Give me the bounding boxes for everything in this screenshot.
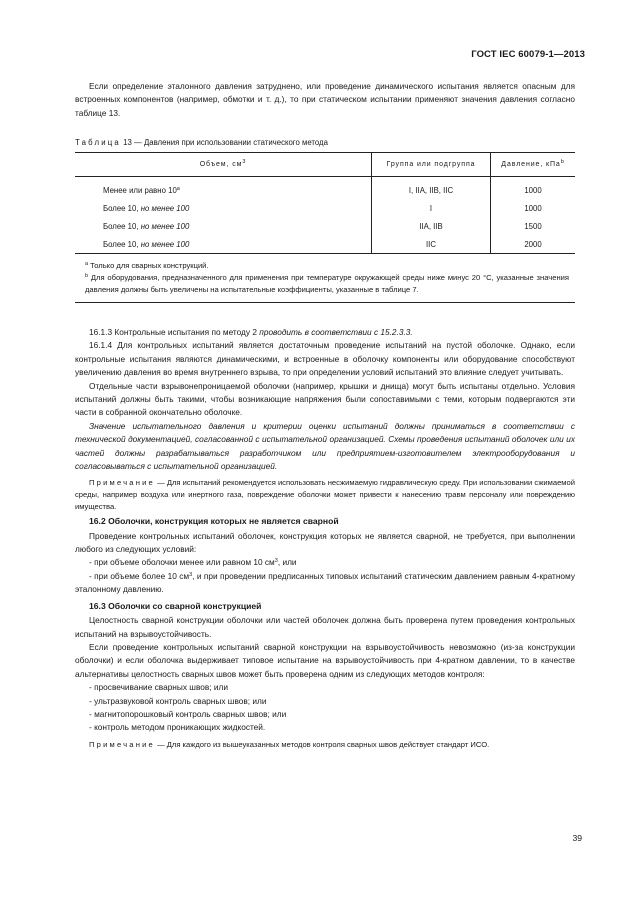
header-pressure: Давление, кПа$^b$ [491,153,576,177]
paragraph-16-3-a: Целостность сварной конструкции оболочки или частей оболочек должна быть проверена путем проведения контрольных испытаний на взрывоустойчивость. [75,615,575,639]
heading-16-3: 16.3 Оболочки со сварной конструкцией [89,600,262,611]
list-item: - ультразвуковой контроль сварных швов; или [89,695,267,706]
note-1: Примечание — Для испытаний рекомендуется использовать несжимаемую гидравлическую среду. При использовании сжимаемой среды, например воздуха или инертного газа, повреждение оболочки может привести к нанесению травм персоналу или повреждению имущества. [75,478,575,511]
table-caption [75,138,328,147]
paragraph-16-2: Проведение контрольных испытаний оболочек, конструкция которых не является сварной, не требуется, при выполнении любого из следующих условий: [75,530,575,555]
footnote-b: $^b$ Для оборудования, предназначенного для применения при температуре окружающей среды ниже минус 20 °С, указанные значения давления должны быть увеличены на испытательные коэффициенты, указанные в таблице 7. [85,273,569,294]
cell-volume: Менее или равно 10$^a$ [103,185,180,195]
note-2: Примечание — Для каждого из вышеуказанных методов контроля сварных швов действует стандарт ИСО. [89,739,490,749]
table-header-row [75,153,575,177]
clause-16-1-4: 16.1.4 Для контрольных испытаний является достаточным проведение испытаний на пустой оболочке. Однако, если контрольные испытания являются динамическими, и встроенные в оболочку компоненты или оборудование способствуют увеличению давления во время внутреннего взрыва, то при определении условий испытаний это влияние следует учитывать. [75,340,575,378]
table-footnotes-row [75,254,575,303]
paragraph-16-3-b: Если проведение контрольных испытаний сварной конструкции на взрывоустойчивость невозможно (из-за конструкции оболочки) и если оболочка выдерживает типовое испытание на взрывоустойчивость при 4-кратном давлении, то в качестве альтернативы целостность сварных швов может быть проверена одним из следующих методов контроля: [75,641,575,679]
heading-16-2: 16.2 Оболочки, конструкция которых не является сварной [89,516,339,527]
list-item: - магнитопорошковый контроль сварных швов; или [89,708,287,719]
italic-paragraph: Значение испытательного давления и критерии оценки испытаний должны приниматься в соответствии с технической документацией, согласованной с испытательной организацией. Схемы проведения испытаний оболочек или их частей должны разрабатываться разработчиком или предприятием-изготовителем электрооборудования и согласовываться с испытательной организацией. [75,420,575,472]
cell-pressure: 2000 [491,235,576,254]
body-section [75,326,575,750]
parts-paragraph: Отдельные части взрывонепроницаемой оболочки (например, крышки и днища) могут быть испытаны отдельно. Условия испытаний должны быть такими, чтобы возникающие напряжения были сопоставимыми с теми, которым подвергаются эти части в собранной окончательно оболочке. [75,380,575,418]
table-caption-text: 13 — Давления при использовании статического метода [120,138,328,147]
table-row [75,217,575,235]
intro-paragraph: Если определение эталонного давления затруднено, или проведение динамического испытания является опасным для встроенных компонентов (например, обмотки и т. д.), то при статическом испытании применяют значения давления согласно таблице 13. [75,81,575,118]
cell-group: IIA, IIB [372,217,491,235]
pressure-table [75,152,575,303]
list-item: - при объеме оболочки менее или равном 10 $см^3$, или [89,557,297,568]
list-item: - просвечивание сварных швов; или [89,682,229,693]
header-group: Группа или подгруппа [372,153,491,177]
cell-volume: Более 10, но менее 100 [75,235,372,254]
cell-group: I [372,199,491,217]
footnote-a: $^a$ Только для сварных конструкций. [85,261,209,270]
list-item: - при объеме более 10 $см^3$, и при проведении предписанных типовых испытаний статическим давлением равным 4-кратному эталонному давлению. [75,570,575,595]
cell-pressure: 1000 [491,199,576,217]
table-footnotes [75,254,575,303]
table-row [75,181,575,199]
clause-16-1-3: 16.1.3 Контрольные испытания по методу 2 проводить в соответствии с 15.2.3.3. [89,327,413,337]
intro-section [75,80,575,120]
cell-volume: Более 10, но менее 100 [103,203,190,213]
cell-group: I, IIA, IIB, IIC [372,181,491,199]
cell-pressure: 1500 [491,217,576,235]
cell-volume: Более 10, но менее 100 [103,221,190,231]
list-item: - контроль методом проникающих жидкостей. [89,722,266,733]
table-row [75,199,575,217]
document-header: ГОСТ IEC 60079-1—2013 [471,49,585,60]
table-row [75,235,575,254]
cell-pressure: 1000 [491,181,576,199]
header-volume: Объем, $см^3$ [75,153,372,177]
page-number: 39 [572,833,582,843]
cell-group: IIC [372,235,491,254]
table-caption-label: Таблица [75,138,121,147]
